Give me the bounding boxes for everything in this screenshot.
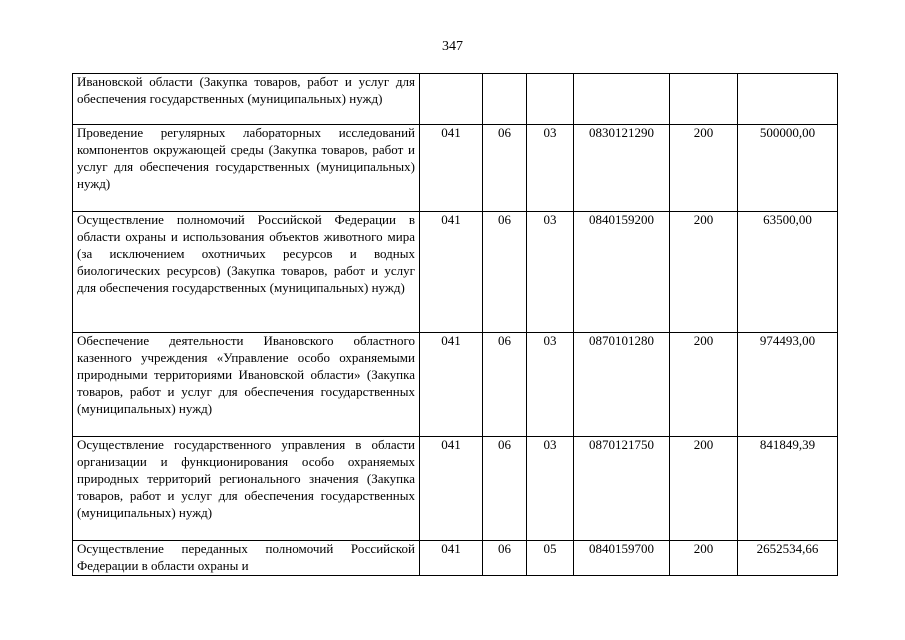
section-code-cell: 06 <box>483 125 527 212</box>
target-article-cell: 0840159700 <box>574 541 670 576</box>
page-number: 347 <box>442 39 463 54</box>
target-article-cell <box>574 74 670 125</box>
table-row <box>73 541 838 576</box>
target-article-cell: 0840159200 <box>574 212 670 333</box>
table-row <box>73 125 838 212</box>
section-code-cell: 06 <box>483 437 527 541</box>
description-cell: Осуществление переданных полномочий Российской Федерации в области охраны и <box>73 541 420 576</box>
description-cell: Осуществление государственного управления в области организации и функционирования особо охраняемых природных территорий регионального значения (Закупка товаров, работ и услуг для обеспечения государственных (муниципальных) нужд) <box>73 437 420 541</box>
section-code-cell: 06 <box>483 541 527 576</box>
section-code-cell <box>483 74 527 125</box>
table-row <box>73 437 838 541</box>
target-article-cell: 0870101280 <box>574 333 670 437</box>
amount-cell: 63500,00 <box>738 212 838 333</box>
subsection-code-cell: 05 <box>527 541 574 576</box>
subsection-code-cell <box>527 74 574 125</box>
amount-cell: 2652534,66 <box>738 541 838 576</box>
amount-cell: 974493,00 <box>738 333 838 437</box>
section-code-cell: 06 <box>483 212 527 333</box>
amount-cell <box>738 74 838 125</box>
target-article-cell: 0870121750 <box>574 437 670 541</box>
expense-type-cell: 200 <box>670 333 738 437</box>
expense-type-cell <box>670 74 738 125</box>
table-row <box>73 333 838 437</box>
amount-cell: 500000,00 <box>738 125 838 212</box>
expense-type-cell: 200 <box>670 541 738 576</box>
subsection-code-cell: 03 <box>527 212 574 333</box>
target-article-cell: 0830121290 <box>574 125 670 212</box>
subsection-code-cell: 03 <box>527 333 574 437</box>
table-row <box>73 74 838 125</box>
ministry-code-cell: 041 <box>420 541 483 576</box>
ministry-code-cell: 041 <box>420 437 483 541</box>
expense-type-cell: 200 <box>670 125 738 212</box>
ministry-code-cell <box>420 74 483 125</box>
ministry-code-cell: 041 <box>420 333 483 437</box>
ministry-code-cell: 041 <box>420 212 483 333</box>
amount-cell: 841849,39 <box>738 437 838 541</box>
table-row <box>73 212 838 333</box>
description-cell: Проведение регулярных лабораторных исследований компонентов окружающей среды (Закупка товаров, работ и услуг для обеспечения государственных (муниципальных) нужд) <box>73 125 420 212</box>
budget-table <box>72 73 838 576</box>
ministry-code-cell: 041 <box>420 125 483 212</box>
expense-type-cell: 200 <box>670 437 738 541</box>
description-cell: Обеспечение деятельности Ивановского областного казенного учреждения «Управление особо охраняемыми природными территориями Ивановской области» (Закупка товаров, работ и услуг для обеспечения государственных (муниципальных) нужд) <box>73 333 420 437</box>
description-cell: Осуществление полномочий Российской Федерации в области охраны и использования объектов животного мира (за исключением охотничьих ресурсов и водных биологических ресурсов) (Закупка товаров, работ и услуг для обеспечения государственных (муниципальных) нужд) <box>73 212 420 333</box>
section-code-cell: 06 <box>483 333 527 437</box>
subsection-code-cell: 03 <box>527 437 574 541</box>
description-cell: Ивановской области (Закупка товаров, работ и услуг для обеспечения государственных (муниципальных) нужд) <box>73 74 420 125</box>
subsection-code-cell: 03 <box>527 125 574 212</box>
expense-type-cell: 200 <box>670 212 738 333</box>
